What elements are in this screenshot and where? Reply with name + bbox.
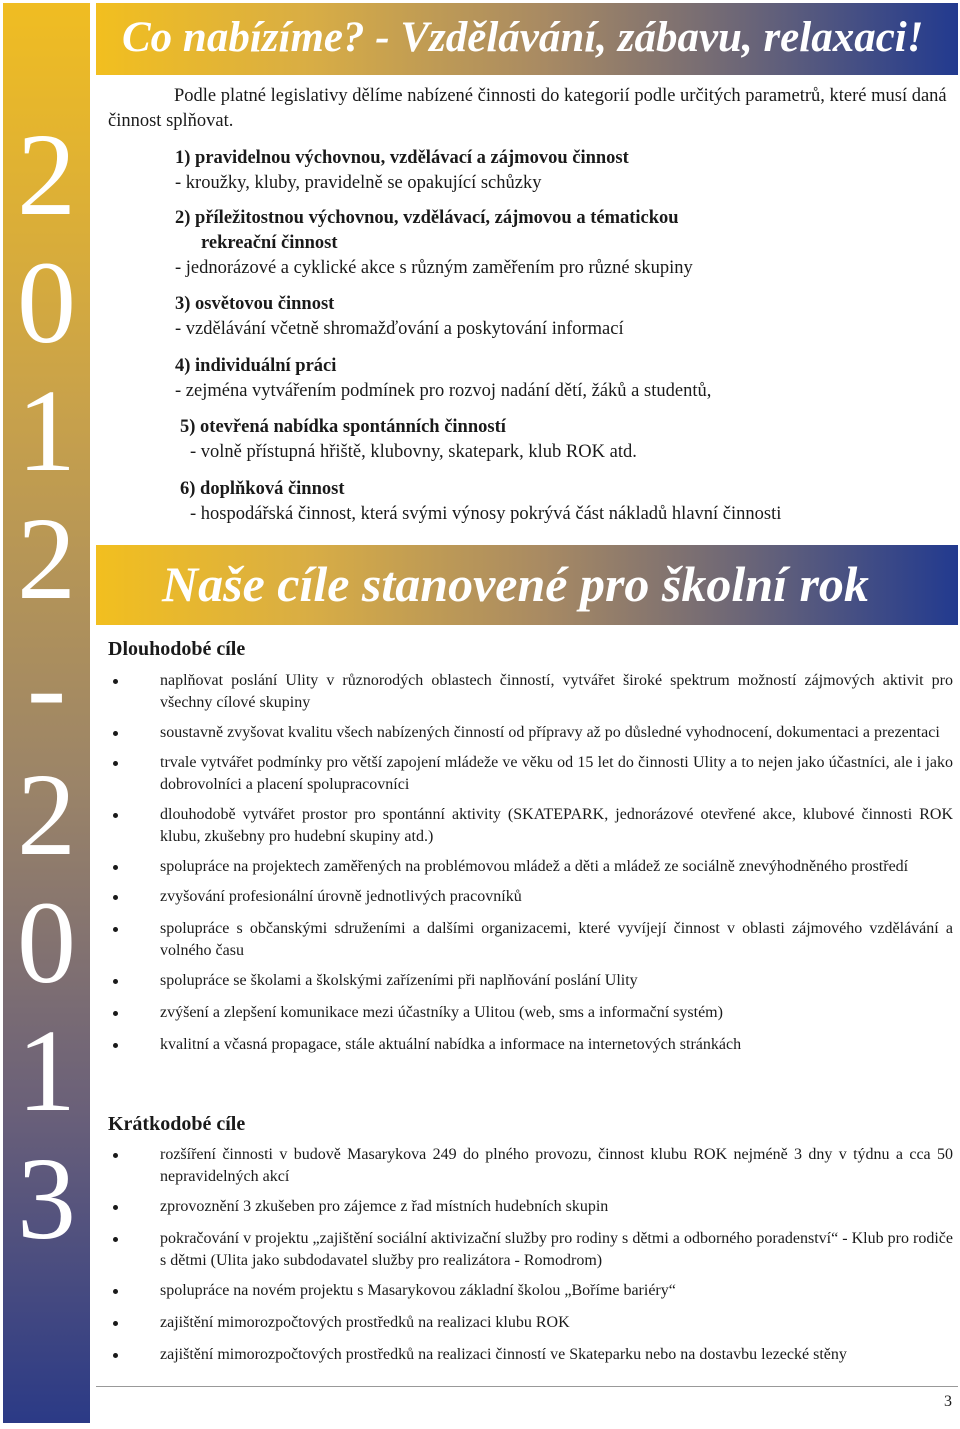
list-item: dlouhodobě vytvářet prostor pro spontánní aktivity (SKATEPARK, jednorázové otevřené akce, klubové činnosti ROK klubu, zkušebny pro hudební skupiny atd.) xyxy=(108,804,953,848)
year-label xyxy=(3,111,90,1263)
category-description: - vzdělávání včetně shromažďování a poskytování informací xyxy=(175,319,624,339)
goals-title: Naše cíle stanovené pro školní rok xyxy=(162,556,869,612)
category-5 xyxy=(180,415,637,465)
list-item: spolupráce na novém projektu s Masarykovou základní školou „Boříme bariéry“ xyxy=(108,1280,953,1302)
category-heading: 1) pravidelnou výchovnou, vzdělávací a zájmovou činnost xyxy=(175,148,629,168)
category-4 xyxy=(175,354,711,404)
list-item: spolupráce s občanskými sdruženími a dalšími organizacemi, které vyvíjejí činnost v oblasti zájmového vzdělávání a volného času xyxy=(108,918,953,962)
list-item: zvyšování profesionální úrovně jednotlivých pracovníků xyxy=(108,886,953,908)
list-item: zvýšení a zlepšení komunikace mezi účastníky a Ulitou (web, sms a informační systém) xyxy=(108,1002,953,1024)
category-description: - kroužky, kluby, pravidelně se opakující schůzky xyxy=(175,173,542,193)
year-char: 2 xyxy=(17,493,76,624)
list-item: kvalitní a včasná propagace, stále aktuální nabídka a informace na internetových stránkách xyxy=(108,1034,953,1056)
year-char: 0 xyxy=(17,877,76,1008)
list-item: naplňovat poslání Ulity v různorodých oblastech činností, vytvářet široké spektrum možností zájmových aktivit pro všechny cílové skupiny xyxy=(108,670,953,714)
category-heading: 5) otevřená nabídka spontánních činností xyxy=(180,417,506,437)
long-term-heading: Dlouhodobé cíle xyxy=(108,638,246,660)
category-description: - volně přístupná hřiště, klubovny, skatepark, klub ROK atd. xyxy=(190,442,637,462)
year-char: 1 xyxy=(17,365,76,496)
page-number: 3 xyxy=(944,1393,952,1410)
list-item: spolupráce se školami a školskými zařízeními při naplňování poslání Ulity xyxy=(108,970,953,992)
category-1 xyxy=(175,146,629,196)
category-heading: 3) osvětovou činnost xyxy=(175,294,335,314)
category-3 xyxy=(175,292,624,342)
list-item: zajištění mimorozpočtových prostředků na realizaci činností ve Skateparku nebo na dostavbu lezecké stěny xyxy=(108,1344,953,1366)
category-heading: 2) příležitostnou výchovnou, vzdělávací, zájmovou a tématickou xyxy=(175,208,679,228)
list-item: spolupráce na projektech zaměřených na problémovou mládež a děti a mládež ze sociálně znevýhodněného prostředí xyxy=(108,856,953,878)
year-char: 2 xyxy=(17,109,76,240)
list-item: zprovoznění 3 zkušeben pro zájemce z řad místních hudebních skupin xyxy=(108,1196,953,1218)
year-char: 0 xyxy=(17,237,76,368)
year-char: 3 xyxy=(17,1133,76,1264)
long-term-list xyxy=(108,670,953,1056)
category-description: - jednorázové a cyklické akce s různým zaměřením pro různé skupiny xyxy=(175,258,693,278)
category-heading: 4) individuální práci xyxy=(175,356,337,376)
category-description: - zejména vytvářením podmínek pro rozvoj nadání dětí, žáků a studentů, xyxy=(175,381,712,401)
category-6 xyxy=(180,477,781,527)
year-char: - xyxy=(26,621,67,752)
year-char: 2 xyxy=(17,749,76,880)
list-item: rozšíření činnosti v budově Masarykova 249 do plného provozu, činnost klubu ROK nejméně 3 dny v týdnu a cca 50 nepravidelných akcí xyxy=(108,1144,953,1188)
category-heading-continued: rekreační činnost xyxy=(201,233,338,253)
list-item: zajištění mimorozpočtových prostředků na realizaci klubu ROK xyxy=(108,1312,953,1334)
page-title: Co nabízíme? - Vzdělávání, zábavu, relaxaci! xyxy=(122,14,924,61)
list-item: pokračování v projektu „zajištění sociální aktivizační služby pro rodiny s dětmi a odborného poradenství“ - Klub pro rodiče s dětmi (Ulita jako subdodavatel služby pro realizátora - Romodrom) xyxy=(108,1228,953,1272)
category-heading: 6) doplňková činnost xyxy=(180,479,345,499)
list-item: trvale vytvářet podmínky pro větší zapojení mládeže ve věku od 15 let do činnosti Ulity a to nejen jako účastníci, ale i jako dobrovolníci a placení spolupracovníci xyxy=(108,752,953,796)
intro-paragraph: Podle platné legislativy dělíme nabízené činnosti do kategorií podle určitých parametrů, které musí daná činnost splňovat. xyxy=(108,86,947,131)
year-char: 1 xyxy=(17,1005,76,1136)
year-sidebar xyxy=(3,3,90,1423)
short-term-list xyxy=(108,1144,953,1366)
short-term-heading: Krátkodobé cíle xyxy=(108,1113,246,1135)
list-item: soustavně zvyšovat kvalitu všech nabízených činností od přípravy až po důsledné vyhodnocení, dokumentaci a prezentaci xyxy=(108,722,953,744)
category-description: - hospodářská činnost, která svými výnosy pokrývá část nákladů hlavní činnosti xyxy=(190,504,782,524)
category-2 xyxy=(175,206,693,281)
footer-divider xyxy=(96,1386,958,1387)
